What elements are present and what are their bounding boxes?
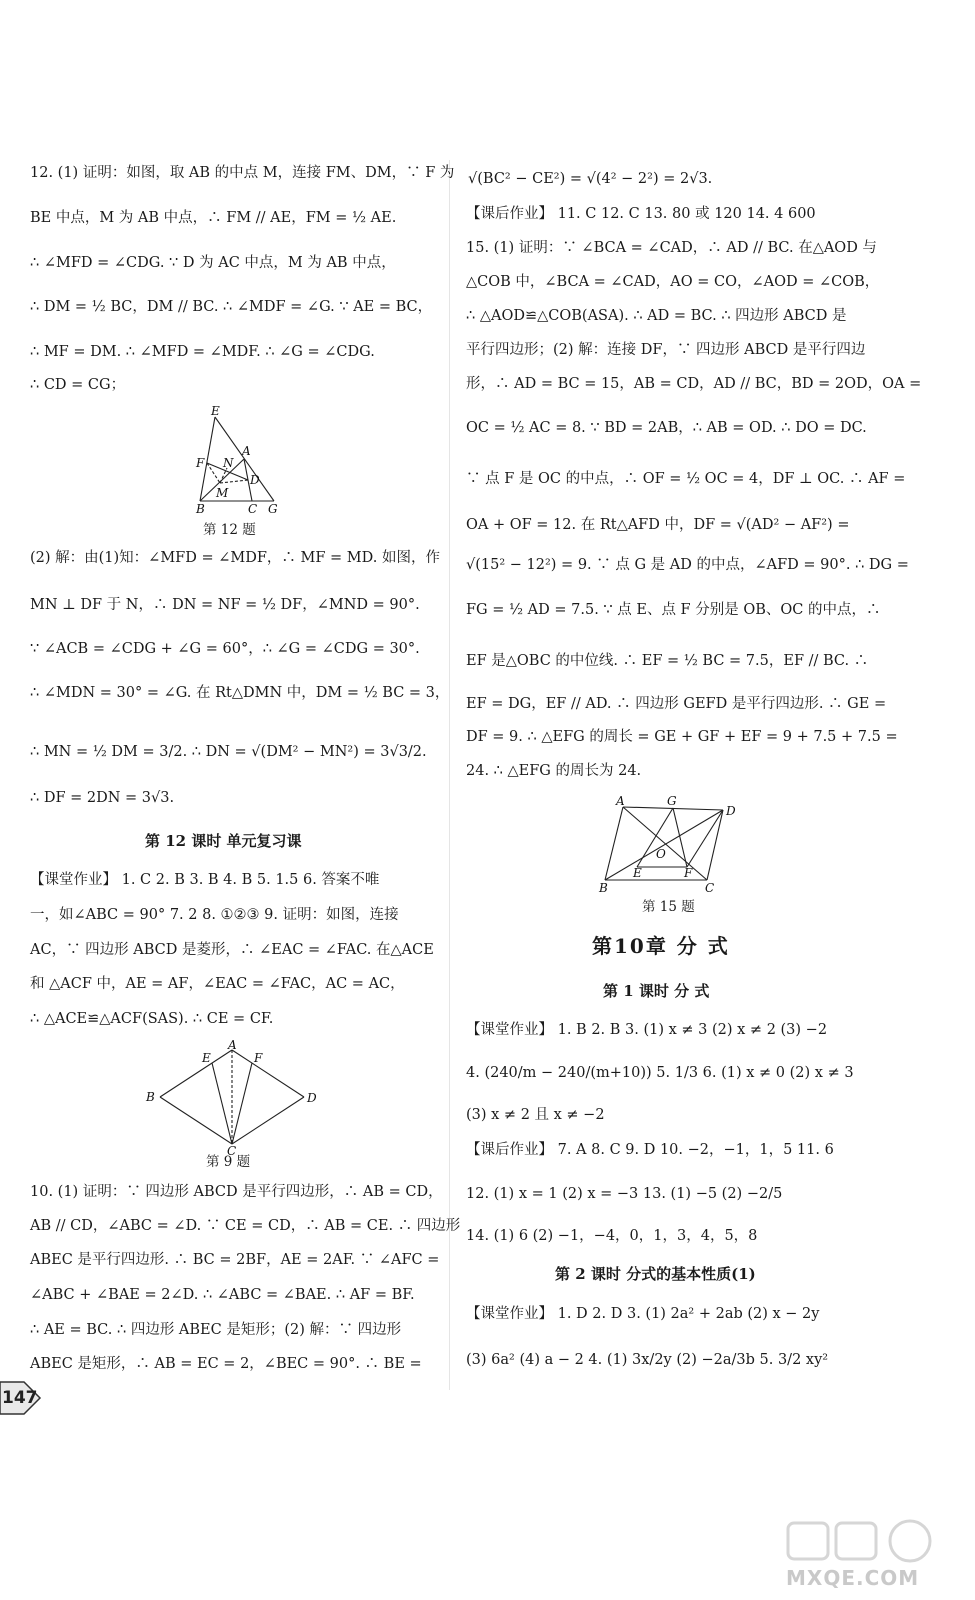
label-F: F [254,1051,263,1065]
label-E: E [211,405,220,418]
text-line: (2) 解：由(1)知：∠MFD = ∠MDF，∴ MF = MD. 如图，作 [30,550,440,566]
text-line: ∴ MF = DM. ∴ ∠MFD = ∠MDF. ∴ ∠G = ∠CDG. [30,344,375,360]
text-line: 【课后作业】 11. C 12. C 13. 80 或 120 14. 4 600 [466,206,816,222]
text-line: EF = DG，EF // AD. ∴ 四边形 GEFD 是平行四边形. ∴ GE = [466,696,887,712]
label-C: C [227,1144,237,1155]
label-C: C [248,502,258,515]
text-line: ∴ AE = BC. ∴ 四边形 ABEC 是矩形；(2) 解：∵ 四边形 [30,1322,402,1338]
label-B: B [196,502,205,515]
text-line: AC，∵ 四边形 ABCD 是菱形，∴ ∠EAC = ∠FAC. 在△ACE [30,942,434,958]
text-line: ABEC 是平行四边形. ∴ BC = 2BF，AE = 2AF. ∵ ∠AFC = [30,1252,440,1268]
figure-15 [595,795,745,895]
figure-12-caption: 第 12 题 [203,522,256,538]
text-line: 14. (1) 6 (2) −1，−4，0，1，3，4，5，8 [466,1228,758,1244]
text-line: ∴ ∠MDN = 30° = ∠G. 在 Rt△DMN 中，DM = ½ BC = 3， [30,685,450,701]
text-line: 平行四边形；(2) 解：连接 DF，∵ 四边形 ABCD 是平行四边 [466,342,866,358]
label-B: B [599,881,608,895]
text-line: 12. (1) x = 1 (2) x = −3 13. (1) −5 (2) −2/5 [466,1186,783,1202]
text-line: ∵ ∠ACB = ∠CDG + ∠G = 60°，∴ ∠G = ∠CDG = 30°. [30,641,420,657]
label-C: C [705,881,715,895]
text-line: OA + OF = 12. 在 Rt△AFD 中，DF = √(AD² − AF²) = [466,517,850,533]
text-line: ∠ABC + ∠BAE = 2∠D. ∴ ∠ABC = ∠BAE. ∴ AF = BF. [30,1287,415,1303]
text-line: (3) x ≠ 2 且 x ≠ −2 [466,1107,605,1123]
text-line: 4. (240/m − 240/(m+10)) 5. 1/3 6. (1) x ≠ 0 (2) x ≠ 3 [466,1065,854,1081]
watermark-text: MXQE.COM [786,1566,920,1590]
text-line: ∴ ∠MFD = ∠CDG. ∵ D 为 AC 中点，M 为 AB 中点， [30,255,396,271]
text-line: ∴ △ACE≌△ACF(SAS). ∴ CE = CF. [30,1011,274,1027]
label-D: D [726,804,736,818]
lesson-title: 第 1 课时 分 式 [603,982,710,1000]
text-line: EF 是△OBC 的中位线. ∴ EF = ½ BC = 7.5，EF // BC. ∴ [466,653,869,669]
label-N: N [223,456,234,470]
section-title: 第 12 课时 单元复习课 [145,832,302,850]
text-line: AB // CD，∠ABC = ∠D. ∵ CE = CD，∴ AB = CE. ∴ 四边形 [30,1218,461,1234]
label-M: M [216,486,229,500]
text-line: MN ⊥ DF 于 N，∴ DN = NF = ½ DF，∠MND = 90°. [30,597,420,613]
text-line: ∴ △AOD≌△COB(ASA). ∴ AD = BC. ∴ 四边形 ABCD 是 [466,308,847,324]
text-line: BE 中点，M 为 AB 中点，∴ FM // AE，FM = ½ AE. [30,210,397,226]
text-line: ∴ DM = ½ BC，DM // BC. ∴ ∠MDF = ∠G. ∵ AE = BC， [30,299,433,315]
text-line: ∴ CD = CG； [30,377,126,393]
text-line: OC = ½ AC = 8. ∵ BD = 2AB，∴ AB = OD. ∴ DO = DC. [466,420,867,436]
figure-12 [190,405,290,515]
figure-9 [140,1040,320,1155]
label-G: G [667,795,677,808]
lesson-title: 第 2 课时 分式的基本性质(1) [555,1265,756,1283]
text-line: √(15² − 12²) = 9. ∵ 点 G 是 AD 的中点，∠AFD = 90°. ∴ DG = [466,557,909,573]
label-E: E [202,1051,211,1065]
text-line: 【课堂作业】 1. C 2. B 3. B 4. B 5. 1.5 6. 答案不唯 [30,872,380,888]
text-line: ∵ 点 F 是 OC 的中点，∴ OF = ½ OC = 4，DF ⊥ OC. ∴ AF = [466,471,906,487]
text-line: FG = ½ AD = 7.5. ∵ 点 E、点 F 分别是 OB、OC 的中点，∴ [466,602,881,618]
figure-9-caption: 第 9 题 [206,1154,251,1170]
label-B: B [146,1090,155,1104]
text-line: 【课堂作业】 1. D 2. D 3. (1) 2a² + 2ab (2) x − 2y [466,1306,820,1322]
label-F: F [196,456,205,470]
text-line: ∴ DF = 2DN = 3√3. [30,790,175,806]
text-line: 10. (1) 证明：∵ 四边形 ABCD 是平行四边形，∴ AB = CD， [30,1184,443,1200]
label-F: F [684,866,693,880]
text-line: △COB 中，∠BCA = ∠CAD，AO = CO，∠AOD = ∠COB， [466,274,880,290]
text-line: 24. ∴ △EFG 的周长为 24. [466,763,642,779]
label-A: A [242,444,251,458]
label-E: E [633,866,642,880]
text-line: DF = 9. ∴ △EFG 的周长 = GE + GF + EF = 9 + 7.5 + 7.5 = [466,729,898,745]
text-line: 15. (1) 证明：∵ ∠BCA = ∠CAD，∴ AD // BC. 在△AOD 与 [466,240,877,256]
label-A: A [228,1040,237,1052]
text-line: ABEC 是矩形，∴ AB = EC = 2，∠BEC = 90°. ∴ BE = [30,1356,422,1372]
text-line: 一，如∠ABC = 90° 7. 2 8. ①②③ 9. 证明：如图，连接 [30,907,399,923]
text-line: 【课堂作业】 1. B 2. B 3. (1) x ≠ 3 (2) x ≠ 2 (3) −2 [466,1022,828,1038]
text-line: 【课后作业】 7. A 8. C 9. D 10. −2，−1，1，5 11. 6 [466,1142,834,1158]
label-D: D [307,1091,317,1105]
page-number: 147 [2,1388,38,1408]
text-line: (3) 6a² (4) a − 2 4. (1) 3x/2y (2) −2a/3b 5. 3/2 xy² [466,1352,829,1368]
label-O: O [656,847,666,861]
label-A: A [616,795,625,808]
label-G: G [268,502,278,515]
column-divider [449,160,450,1390]
text-line: √(BC² − CE²) = √(4² − 2²) = 2√3. [468,171,713,187]
text-line: 12. (1) 证明：如图，取 AB 的中点 M，连接 FM、DM，∵ F 为 [30,165,455,181]
label-D: D [250,473,260,487]
text-line: 形，∴ AD = BC = 15，AB = CD，AD // BC，BD = 2OD，OA = [466,376,922,392]
text-line: 和 △ACF 中，AE = AF，∠EAC = ∠FAC，AC = AC， [30,976,405,992]
text-line: ∴ MN = ½ DM = 3/2. ∴ DN = √(DM² − MN²) = 3√3/2. [30,744,427,760]
chapter-title: 第10章 分 式 [592,934,730,958]
figure-15-caption: 第 15 题 [642,899,695,915]
